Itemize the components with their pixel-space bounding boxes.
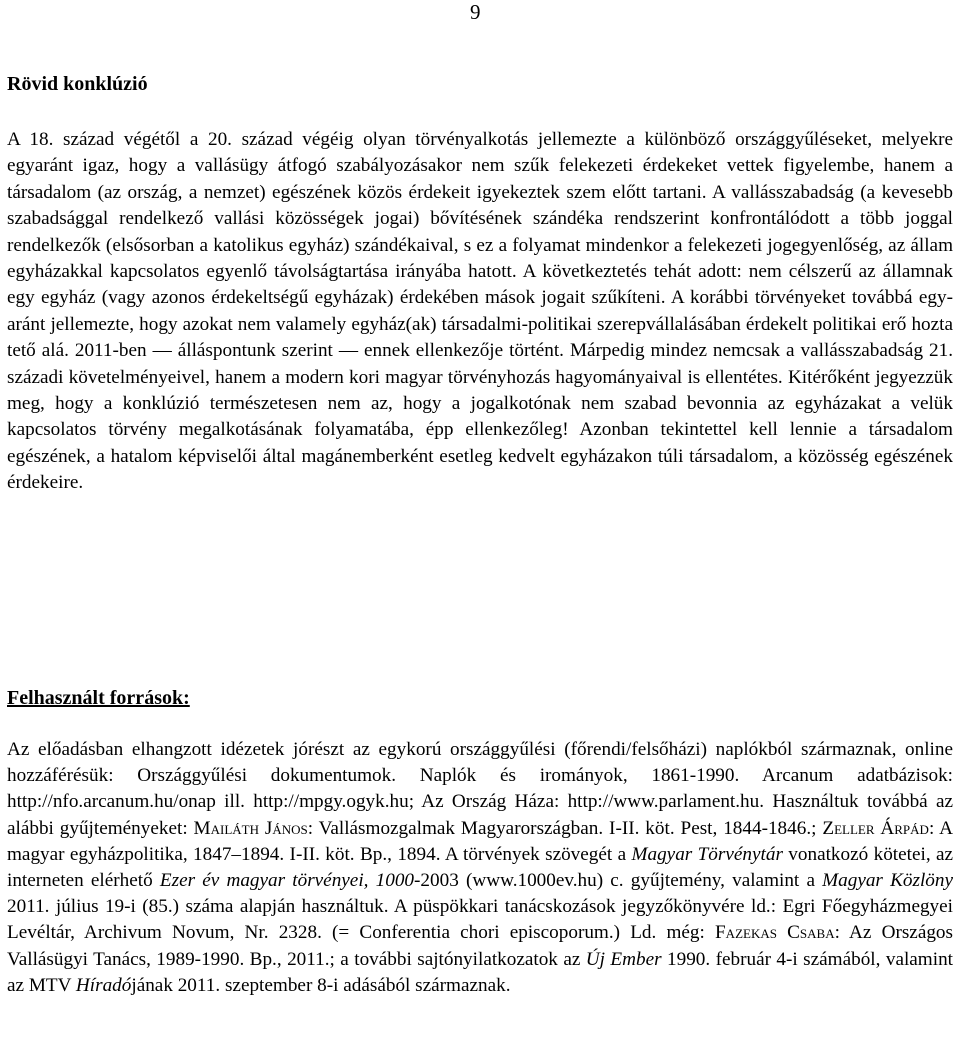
author-name: Fazekas Csaba xyxy=(715,922,835,944)
author-name: Zeller Árpád xyxy=(822,817,929,839)
page-number: 9 xyxy=(470,0,481,24)
sources-text: : A magyar egyházpolitika, 1847–1894. I-II. köt. Bp., 1894. A törvények szövegét a xyxy=(7,817,953,865)
conclusion-heading: Rövid konklúzió xyxy=(7,73,148,95)
conclusion-paragraph: A 18. század végétől a 20. század végéig olyan törvényalkotás jellemezte a különböző országgyűléseket, melyekre egyaránt igaz, hogy a vallásügy átfogó szabályozásakor nem szűk felekezeti érdekeket vettek figyelembe, hanem a társadalom (az ország, a nemzet) egészének közös érdekeit igyekeztek szem előtt tartani. A vallásszabadság (a kevesebb szabadsággal rendelkező vallási közösségek jogai) bővítésének szándéka rendszerint konfrontálódott a több joggal rendelkezők (elsősorban a katolikus egyház) szándékaival, s ez a folyamat mindenkor a felekezeti jogegyenlőség, az állam egyházakkal kapcsolatos egyenlő távolságtartása irányába hatott. A következtetés tehát adott: nem célszerű az államnak egy egyház (vagy azonos érdekeltségű egyházak) érdekében mások jogait szűkíteni. A korábbi törvényeket továbbá egyaránt jellemezte, hogy azokat nem valamely egyház(ak) társadalmi-politikai szerepvállalásában érdekelt politikai erő hozta tető alá. 2011-ben — álláspontunk szerint — ennek ellenkezője történt. Márpedig mindez nemcsak a vallásszabadság 21. századi követelményeivel, hanem a modern kori magyar törvényhozás hagyományaival is ellentétes. Kitérőként jegyezzük meg, hogy a konklúzió természetesen nem az, hogy a jogalkotónak nem szabad bevonnia az egyházakat a velük kapcsolatos törvény megalkotásának folyamatába, épp ellenkezőleg! Azonban tekintettel kell lennie a társadalom egészének, a hatalom képviselői által magánemberként esetleg kedvelt egyházakon túli társadalom, a közösség egészének érdekeire. xyxy=(7,129,953,494)
publication-title: Új Ember xyxy=(585,948,662,970)
publication-title: Híradó xyxy=(75,974,132,996)
sources-text: jának 2011. szeptember 8-i adásából származnak. xyxy=(131,974,511,996)
publication-title: Ezer év magyar törvényei, 1000 xyxy=(159,870,415,892)
author-name: Mailáth János xyxy=(193,817,308,839)
sources-text: Az előadásban elhangzott idézetek jórészt az egykorú országgyűlési (főrendi/felsőházi) naplókból származnak, online hozzáférésük: Országgyűlési dokumentumok. Naplók és irományok, 1861-1990. Arcanum adatbázisok: http://nfo.arcanum.hu/onap ill. http://mpgy.ogyk.hu; Az Ország Háza: http://www.parlament.hu. Használtuk továbbá az alábbi gyűjteményeket: xyxy=(7,739,953,839)
sources-text: 1990. február 4-i számából, valamint az MTV xyxy=(7,948,953,996)
sources-heading: Felhasznált források: xyxy=(7,687,190,709)
publication-title: Magyar Törvénytár xyxy=(631,843,783,865)
sources-paragraph xyxy=(7,737,953,999)
sources-text: : Az Országos Vallásügyi Tanács, 1989-1990. Bp., 2011.; a további sajtónyilatkozatok az xyxy=(7,922,953,970)
sources-text: 2011. július 19-i (85.) száma alapján használtuk. A püspökkari tanácskozások jegyzőkönyvére ld.: Egri Főegyházmegyei Levéltár, Archivum Novum, Nr. 2328. (= Conferentia chori episcoporum.) Ld. még: xyxy=(7,896,953,944)
sources-text: : Vallásmozgalmak Magyarországban. I-II. köt. Pest, 1844-1846.; xyxy=(307,817,823,839)
publication-title: Magyar Közlöny xyxy=(822,870,953,892)
sources-text: -2003 (www.1000ev.hu) c. gyűjtemény, valamint a xyxy=(414,870,823,892)
sources-text: vonatkozó kötetei, az interneten elérhető xyxy=(7,843,954,892)
